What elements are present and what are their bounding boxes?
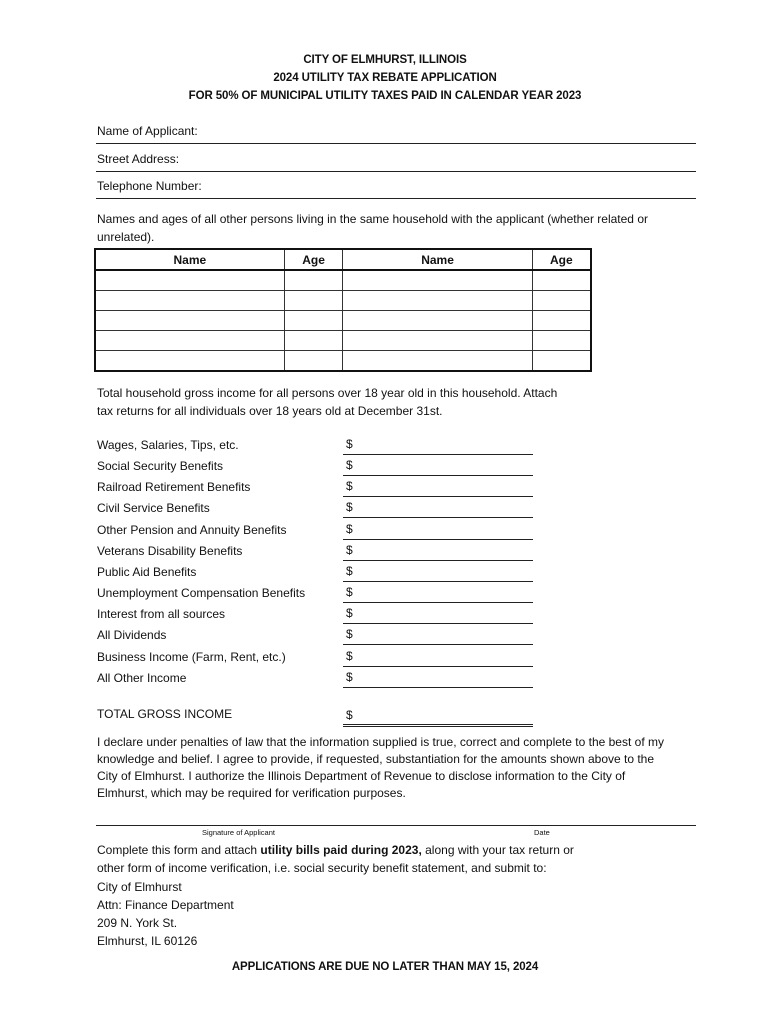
instructions-line2: other form of income verification, i.e. social security benefit statement, and submit to: <box>97 861 547 875</box>
income-label-public-aid: Public Aid Benefits <box>97 565 197 579</box>
member-name-cell[interactable] <box>95 291 284 311</box>
street-address-field[interactable] <box>96 152 696 172</box>
dollar-sign: $ <box>346 522 353 536</box>
income-intro-line1: Total household gross income for all persons over 18 year old in this household. Attach <box>97 386 558 400</box>
dollar-sign: $ <box>346 606 353 620</box>
column-header-age: Age <box>532 249 591 270</box>
income-amount-wages[interactable] <box>343 437 533 455</box>
address-line4: Elmhurst, IL 60126 <box>97 934 198 948</box>
member-name-cell[interactable] <box>95 331 284 351</box>
member-name-cell[interactable] <box>95 270 284 291</box>
column-header-name: Name <box>95 249 284 270</box>
header-city: CITY OF ELMHURST, ILLINOIS <box>303 54 467 66</box>
street-address-label: Street Address: <box>97 152 180 166</box>
income-label-business: Business Income (Farm, Rent, etc.) <box>97 650 286 664</box>
income-label-pension: Other Pension and Annuity Benefits <box>97 523 287 537</box>
instructions-bold: utility bills paid during 2023, <box>260 843 422 857</box>
declaration-line4: Elmhurst, which may be required for verification purposes. <box>97 786 406 800</box>
dollar-sign: $ <box>346 564 353 578</box>
telephone-label: Telephone Number: <box>97 179 202 193</box>
dollar-sign: $ <box>346 479 353 493</box>
address-line3: 209 N. York St. <box>97 916 178 930</box>
dollar-sign: $ <box>346 458 353 472</box>
income-label-interest: Interest from all sources <box>97 607 226 621</box>
table-row <box>95 311 591 331</box>
income-amount-other[interactable] <box>343 670 533 688</box>
instructions-prefix: Complete this form and attach <box>97 843 261 857</box>
income-amount-social-security[interactable] <box>343 458 533 476</box>
income-amount-railroad[interactable] <box>343 479 533 497</box>
deadline-notice: APPLICATIONS ARE DUE NO LATER THAN MAY 15, 2024 <box>231 961 539 973</box>
signature-label: Signature of Applicant <box>202 828 275 837</box>
member-age-cell[interactable] <box>284 311 343 331</box>
declaration-line3: City of Elmhurst. I authorize the Illinois Department of Revenue to disclose information to the City of <box>97 769 626 783</box>
address-line1: City of Elmhurst <box>97 880 182 894</box>
income-amount-business[interactable] <box>343 649 533 667</box>
household-intro-line1: Names and ages of all other persons living in the same household with the applicant (whether related or <box>97 212 648 226</box>
income-intro-line2: tax returns for all individuals over 18 years old at December 31st. <box>97 404 443 418</box>
member-age-cell[interactable] <box>532 291 591 311</box>
declaration-line2: knowledge and belief. I agree to provide, if requested, substantiation for the amounts shown above to the <box>97 752 655 766</box>
table-row <box>95 331 591 351</box>
income-label-social-security: Social Security Benefits <box>97 459 224 473</box>
income-amount-veterans[interactable] <box>343 543 533 561</box>
member-age-cell[interactable] <box>284 291 343 311</box>
table-row <box>95 351 591 372</box>
applicant-name-label: Name of Applicant: <box>97 124 198 138</box>
income-amount-dividends[interactable] <box>343 627 533 645</box>
header-form-title: 2024 UTILITY TAX REBATE APPLICATION <box>273 72 497 84</box>
dollar-sign: $ <box>346 649 353 663</box>
member-age-cell[interactable] <box>532 351 591 372</box>
household-members-table <box>94 248 592 372</box>
income-label-civil-service: Civil Service Benefits <box>97 501 210 515</box>
dollar-sign: $ <box>346 585 353 599</box>
total-gross-income-amount[interactable] <box>343 708 533 727</box>
income-amount-interest[interactable] <box>343 606 533 624</box>
dollar-sign: $ <box>346 708 353 722</box>
member-age-cell[interactable] <box>532 270 591 291</box>
dollar-sign: $ <box>346 543 353 557</box>
instructions-line1 <box>97 842 574 859</box>
dollar-sign: $ <box>346 500 353 514</box>
signature-line[interactable] <box>96 825 696 826</box>
income-label-dividends: All Dividends <box>97 628 167 642</box>
column-header-age: Age <box>284 249 343 270</box>
dollar-sign: $ <box>346 670 353 684</box>
income-amount-pension[interactable] <box>343 522 533 540</box>
table-row <box>95 270 591 291</box>
member-age-cell[interactable] <box>284 331 343 351</box>
income-amount-civil-service[interactable] <box>343 500 533 518</box>
table-header-row <box>95 249 591 270</box>
member-name-cell[interactable] <box>343 331 532 351</box>
instructions-suffix: along with your tax return or <box>421 843 574 857</box>
income-amount-public-aid[interactable] <box>343 564 533 582</box>
member-name-cell[interactable] <box>95 351 284 372</box>
member-age-cell[interactable] <box>532 331 591 351</box>
member-age-cell[interactable] <box>284 351 343 372</box>
member-name-cell[interactable] <box>343 311 532 331</box>
income-label-railroad: Railroad Retirement Benefits <box>97 480 251 494</box>
dollar-sign: $ <box>346 627 353 641</box>
income-label-wages: Wages, Salaries, Tips, etc. <box>97 438 239 452</box>
income-label-unemployment: Unemployment Compensation Benefits <box>97 586 306 600</box>
member-age-cell[interactable] <box>532 311 591 331</box>
address-line2: Attn: Finance Department <box>97 898 234 912</box>
table-row <box>95 291 591 311</box>
column-header-name: Name <box>343 249 532 270</box>
income-amount-unemployment[interactable] <box>343 585 533 603</box>
telephone-field[interactable] <box>96 179 696 199</box>
member-age-cell[interactable] <box>284 270 343 291</box>
declaration-line1: I declare under penalties of law that the information supplied is true, correct and complete to the best of my <box>97 735 664 749</box>
header-subtitle: FOR 50% OF MUNICIPAL UTILITY TAXES PAID IN CALENDAR YEAR 2023 <box>188 90 582 102</box>
dollar-sign: $ <box>346 437 353 451</box>
income-label-other: All Other Income <box>97 671 187 685</box>
applicant-name-field[interactable] <box>96 124 696 144</box>
household-intro-line2: unrelated). <box>97 230 155 244</box>
member-name-cell[interactable] <box>343 270 532 291</box>
member-name-cell[interactable] <box>95 311 284 331</box>
income-label-veterans: Veterans Disability Benefits <box>97 544 243 558</box>
date-label: Date <box>534 828 550 837</box>
total-gross-income-label: TOTAL GROSS INCOME <box>97 707 233 721</box>
member-name-cell[interactable] <box>343 291 532 311</box>
member-name-cell[interactable] <box>343 351 532 372</box>
